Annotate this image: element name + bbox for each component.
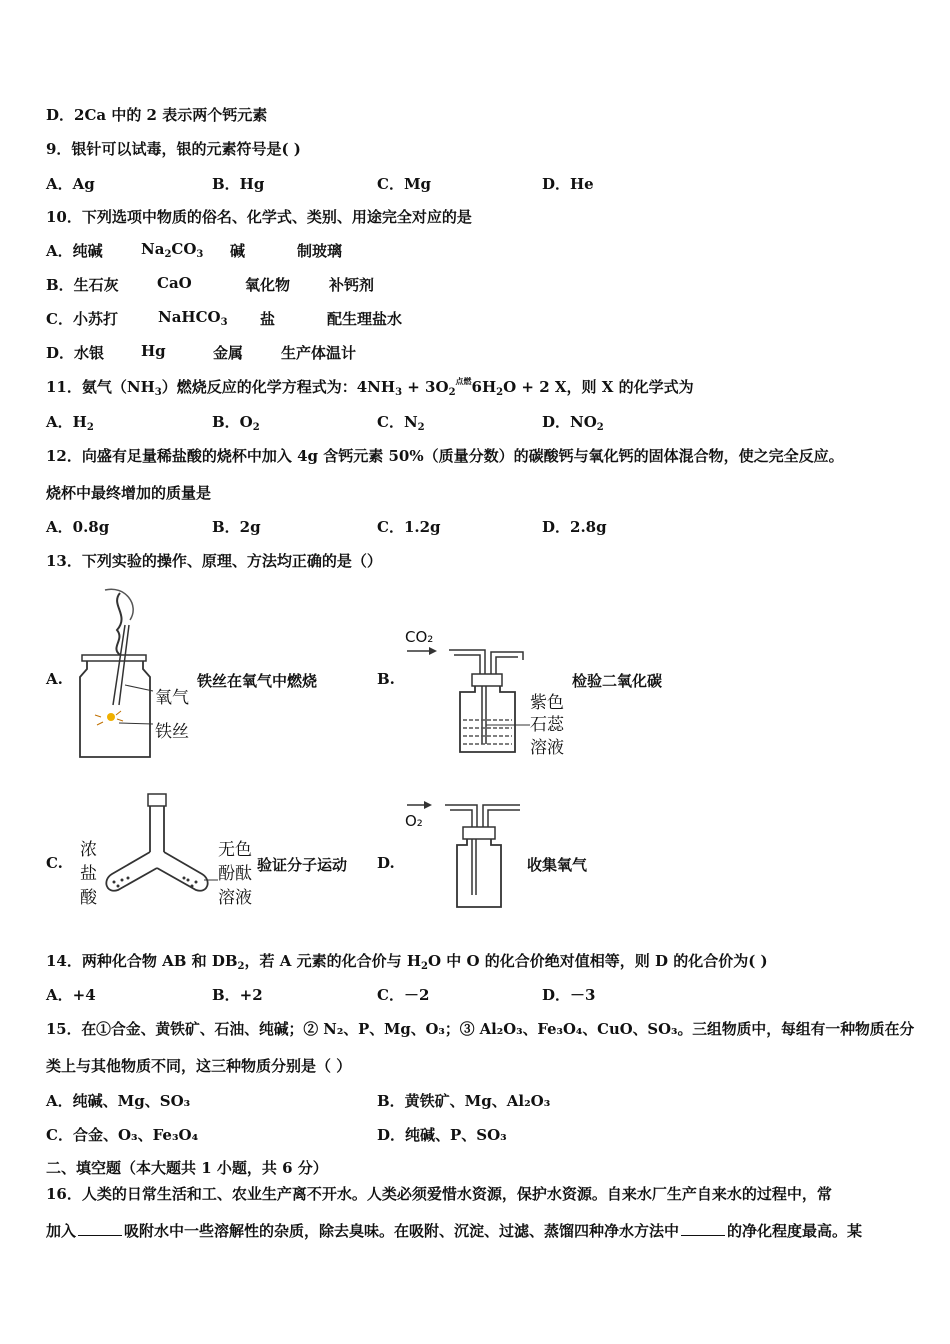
q12-option-c: C．1.2g <box>377 518 441 536</box>
q10-row-a-use: 制玻璃 <box>297 242 343 260</box>
label-phenolphthalein: 酚酞 <box>218 864 252 884</box>
q11-option-c: C．$N_2$ <box>377 413 425 433</box>
label-conc: 浓 <box>80 840 97 860</box>
y-tube-apparatus <box>100 792 220 902</box>
gas-co2-label: CO₂ <box>405 628 434 646</box>
q8-option-d: D．2Ca 中的 2 表示两个钙元素 <box>46 106 268 124</box>
q10-row-c-category: 盐 <box>260 310 276 328</box>
q14-option-a: A．+4 <box>46 986 96 1004</box>
q10-row-b-formula: CaO <box>157 274 192 292</box>
q15-stem-line2: 类上与其他物质不同，这三种物质分别是（ ） <box>46 1057 352 1075</box>
q10-row-c-use: 配生理盐水 <box>327 310 403 328</box>
q13-option-d-letter: D. <box>377 854 395 872</box>
q13-option-c-letter: C. <box>46 854 63 872</box>
co2-test-bottle <box>405 640 540 760</box>
q15-option-d: D．纯碱、P、SO₃ <box>377 1126 507 1144</box>
q10-row-d-formula: Hg <box>141 342 166 360</box>
q11-option-b: B．$O_2$ <box>212 413 260 433</box>
q13-option-b-letter: B. <box>377 670 395 688</box>
q12-option-a: A．0.8g <box>46 518 110 536</box>
q15-option-c: C．合金、O₃、Fe₃O₄ <box>46 1126 199 1144</box>
answer-blank-1[interactable] <box>78 1234 122 1236</box>
label-colorless: 无色 <box>218 840 252 860</box>
q12-stem-line1: 12．向盛有足量稀盐酸的烧杯中加入 4g 含钙元素 50%（质量分数）的碳酸钙与氧化钙的固体混合物，使之完全反应。 <box>46 447 844 465</box>
q14-stem: 14．两种化合物 AB 和 $DB_2$，若 A 元素的化合价与 $H_2O$ 中 O 的化合价绝对值相等，则 D 的化合价为( ) <box>46 952 768 972</box>
oxygen-collection-bottle <box>405 795 525 915</box>
q9-option-b: B．Hg <box>212 175 265 193</box>
label-purple: 紫色 <box>530 693 564 713</box>
q15-option-b: B．黄铁矿、Mg、Al₂O₃ <box>377 1092 551 1110</box>
q14-option-b: B．+2 <box>212 986 263 1004</box>
q10-row-b-category: 氧化物 <box>245 276 291 294</box>
q12-option-d: D．2.8g <box>542 518 607 536</box>
q14-option-c: C．－2 <box>377 986 430 1004</box>
q10-row-c-name: C．小苏打 <box>46 310 118 328</box>
q9-option-c: C．Mg <box>377 175 432 193</box>
label-solution: 溶液 <box>530 738 564 758</box>
q12-option-b: B．2g <box>212 518 261 536</box>
q11-option-d: D．$NO_2$ <box>542 413 604 433</box>
q9-option-d: D．He <box>542 175 594 193</box>
q15-stem-line1: 15．在①合金、黄铁矿、石油、纯碱；② N₂、P、Mg、O₃；③ Al₂O₃、Fe₃O₄、CuO、SO₃。三组物质中，每组有一种物质在分 <box>46 1021 915 1038</box>
q13-option-a-caption: 铁丝在氧气中燃烧 <box>197 672 318 690</box>
q10-row-b-use: 补钙剂 <box>329 276 375 294</box>
label-oxygen: 氧气 <box>155 688 189 708</box>
answer-blank-2[interactable] <box>681 1234 725 1236</box>
q10-row-a-formula: $Na_2CO_3$ <box>141 240 204 260</box>
q13-stem: 13．下列实验的操作、原理、方法均正确的是（） <box>46 552 382 570</box>
q10-row-a-category: 碱 <box>230 242 246 260</box>
label-litmus: 石蕊 <box>530 715 564 735</box>
q13-option-b-caption: 检验二氧化碳 <box>572 672 663 690</box>
q10-row-c-formula: NaHCO$_3$ <box>158 308 228 328</box>
q13-option-c-caption: 验证分子运动 <box>257 856 348 874</box>
gas-o2-label: O₂ <box>405 812 423 830</box>
q10-row-d-use: 生产体温计 <box>281 344 357 362</box>
q9-stem: 9．银针可以试毒，银的元素符号是( ) <box>46 140 301 158</box>
q10-stem: 10．下列选项中物质的俗名、化学式、类别、用途完全对应的是 <box>46 208 472 226</box>
section-fill-in-heading: 二、填空题（本大题共 1 小题，共 6 分） <box>46 1159 328 1177</box>
label-acid: 酸 <box>80 888 97 908</box>
q13-option-d-caption: 收集氧气 <box>527 856 588 874</box>
q10-row-b-name: B．生石灰 <box>46 276 119 294</box>
label-solution-c: 溶液 <box>218 888 252 908</box>
reaction-condition: 点燃 <box>455 376 472 386</box>
q10-row-d-name: D．水银 <box>46 344 105 362</box>
q14-option-d: D．－3 <box>542 986 596 1004</box>
label-hydro: 盐 <box>80 864 97 884</box>
q16-stem-line2: 加入 吸附水中一些溶解性的杂质，除去臭味。在吸附、沉淀、过滤、蒸馏四种净水方法中 的净化程度最高。某 <box>46 1222 863 1240</box>
q12-stem-line2: 烧杯中最终增加的质量是 <box>46 484 212 502</box>
q10-row-a-name: A．纯碱 <box>46 242 103 260</box>
q11-stem: 11．氨气$(NH_3)$燃烧反应的化学方程式为：$4NH_3 + 3O_2^{点燃}6H_2O + 2$ X，则 X 的化学式为 <box>46 376 694 398</box>
q9-option-a: A．Ag <box>46 175 95 193</box>
q13-option-a-letter: A. <box>46 670 63 688</box>
q11-option-a: A．$H_2$ <box>46 413 94 433</box>
q15-option-a: A．纯碱、Mg、SO₃ <box>46 1092 191 1110</box>
q10-row-d-category: 金属 <box>213 344 244 362</box>
q16-stem-line1: 16．人类的日常生活和工、农业生产离不开水。人类必须爱惜水资源，保护水资源。自来水厂生产自来水的过程中，常 <box>46 1185 832 1203</box>
label-iron-wire: 铁丝 <box>155 722 189 742</box>
